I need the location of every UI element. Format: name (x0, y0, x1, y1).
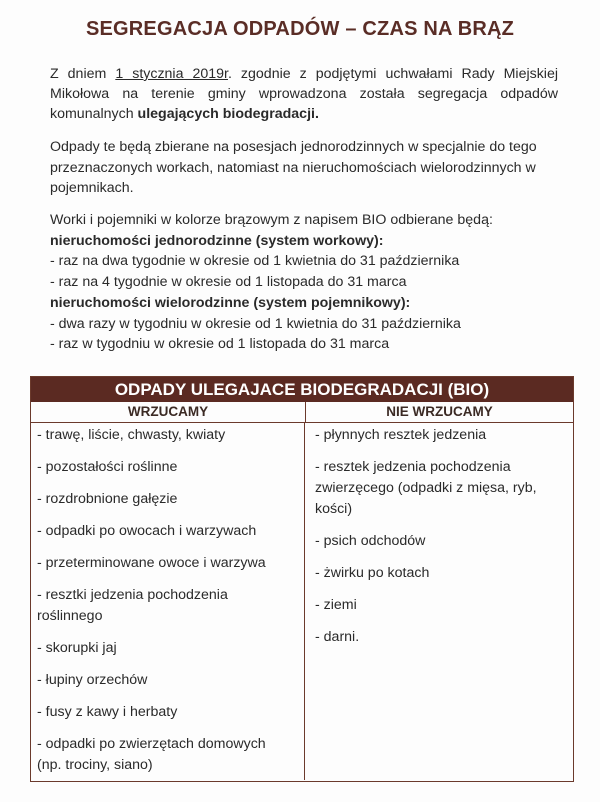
allowed-item: - przeterminowane owoce i warzywa (37, 555, 266, 571)
allowed-item: - łupiny orzechów (37, 672, 148, 688)
schedule-intro: Worki i pojemniki w kolorze brązowym z napisem BIO odbierane będą: (50, 212, 493, 228)
not-allowed-column-title: NIE WRZUCAMY (386, 404, 493, 419)
document-title: SEGREGACJA ODPADÓW – CZAS NA BRĄZ (85, 18, 515, 40)
not-allowed-item: - płynnych resztek jedzenia (315, 427, 487, 443)
allowed-list (31, 423, 305, 780)
allowed-item: - odpadki po zwierzętach domowych (np. trociny, siano) (37, 736, 266, 773)
schedule-section (50, 210, 570, 355)
collection-paragraph: Odpady te będą zbierane na posesjach jednorodzinnych w specjalnie do tego przeznaczonych workach, natomiast na nieruchomościach wielorodzinnych w pojemnikach. (50, 139, 537, 196)
intro-text-middle: . zgodnie z podjętymi uchwałami Rady Miejskiej Mikołowa na terenie gminy wprowadzona została segregacja odpadów komunalnych (50, 66, 558, 122)
allowed-item: - skorupki jaj (37, 640, 117, 656)
not-allowed-item: - ziemi (315, 597, 357, 613)
multi-family-line: - dwa razy w tygodniu w okresie od 1 kwietnia do 31 października (50, 315, 461, 332)
single-family-heading: nieruchomości jednorodzinne (system workowy): (50, 232, 384, 249)
allowed-item: - resztki jedzenia pochodzenia roślinnego (37, 587, 228, 624)
bio-waste-table (30, 376, 574, 782)
multi-family-line: - raz w tygodniu w okresie od 1 listopada do 31 marca (50, 336, 390, 353)
intro-date: 1 stycznia 2019r (115, 66, 228, 82)
allowed-item: - rozdrobnione gałęzie (37, 491, 178, 507)
not-allowed-item: - resztek jedzenia pochodzenia zwierzęcego (odpadki z mięsa, ryb, kości) (315, 459, 537, 517)
intro-bold-text: ulegających biodegradacji. (137, 106, 319, 122)
single-family-line: - raz na dwa tygodnie w okresie od 1 kwietnia do 31 października (50, 253, 460, 270)
single-family-line: - raz na 4 tygodnie w okresie od 1 listopada do 31 marca (50, 274, 407, 291)
multi-family-heading: nieruchomości wielorodzinne (system pojemnikowy): (50, 294, 411, 311)
column-headers (31, 402, 573, 423)
not-allowed-item: - darni. (315, 629, 360, 645)
allowed-item: - fusy z kawy i herbaty (37, 704, 178, 720)
not-allowed-item: - żwirku po kotach (315, 565, 430, 581)
allowed-item: - trawę, liście, chwasty, kwiaty (37, 427, 226, 443)
intro-text-start: Z dniem (50, 66, 116, 82)
table-body (31, 423, 573, 780)
allowed-column-title: WRZUCAMY (31, 402, 306, 422)
intro-paragraph (50, 64, 558, 124)
allowed-item: - pozostałości roślinne (37, 459, 178, 475)
table-header: ODPADY ULEGAJACE BIODEGRADACJI (BIO) (31, 377, 573, 402)
not-allowed-item: - psich odchodów (315, 533, 426, 549)
not-allowed-list (305, 423, 573, 780)
allowed-item: - odpadki po owocach i warzywach (37, 523, 257, 539)
